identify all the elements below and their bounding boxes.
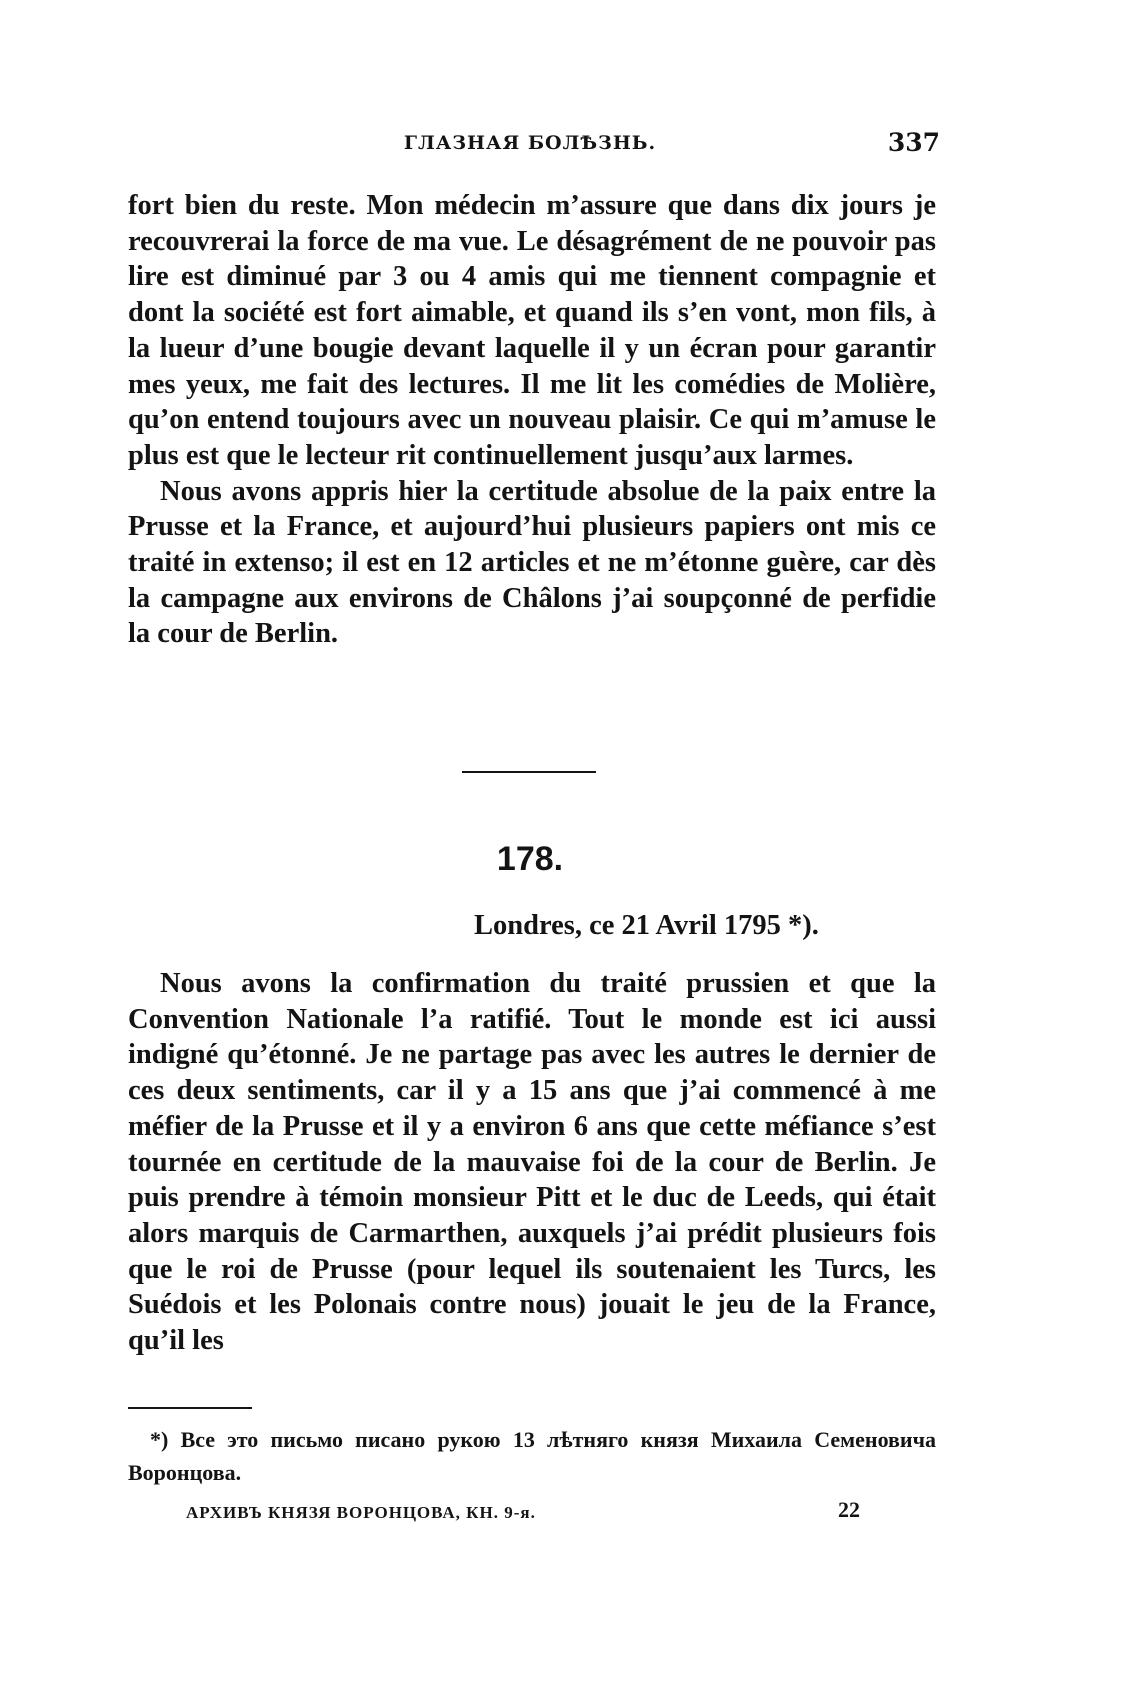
section-divider <box>462 771 596 773</box>
footnote-text: Все это письмо писано рукою 13 лѣтняго князя Михаила Семеновича Воронцова. <box>128 1427 937 1485</box>
footnote <box>128 1423 936 1489</box>
paragraph: Nous avons la confirmation du traité prussien et que la Convention Nationale l’a ratifié. Tout le monde est ici aussi indigné qu’étonné. Je ne partage pas avec les autres le dernier de ces deux sentiments, car il y a 15 ans que j’ai commencé à me méfier de la Prusse et il y a environ 6 ans que cette méfiance s’est tournée en certitude de la mauvaise foi de la cour de Berlin. Je puis prendre à témoin monsieur Pitt et le duc de Leeds, qui était alors marquis de Carmarthen, auxquels j’ai prédit plusieurs fois que le roi de Prusse (pour lequel ils soutenaient les Turcs, les Suédois et les Polonais contre nous) jouait le jeu de la France, qu’il les <box>128 968 936 1357</box>
paragraph: Nous avons appris hier la certitude absolue de la paix entre la Prusse et la France, et aujourd’hui plusieurs papiers ont mis ce traité in extenso; il est en 12 articles et ne m’étonne guère, car dès la campagne aux environs de Châlons j’ai soupçonné de perfidie la cour de Berlin. <box>128 475 936 650</box>
sheet-number: 22 <box>838 1497 860 1522</box>
footnote-divider <box>128 1407 252 1409</box>
continued-letter-text <box>128 188 936 652</box>
footnote-marker: *) <box>150 1427 169 1452</box>
letter-number: 178. <box>496 840 564 878</box>
letter-dateline: Londres, ce 21 Avril 1795 *). <box>474 910 819 941</box>
letter-body <box>128 966 936 1359</box>
printer-signature: АРХИВЪ КНЯЗЯ ВОРОНЦОВА, КН. 9-я. <box>186 1503 536 1522</box>
running-title: ГЛАЗНАЯ БОЛѢЗНЬ. <box>403 132 657 154</box>
page-number: 337 <box>887 128 940 157</box>
paragraph: fort bien du reste. Mon médecin m’assure que dans dix jours je recouvrerai la force de ma vue. Le désagrément de ne pouvoir pas lire est diminué par 3 ou 4 amis qui me tiennent compagnie et dont la société est fort aimable, et quand ils s’en vont, mon fils, à la lueur d’une bougie devant laquelle il y un écran pour garantir mes yeux, me fait des lectures. Il me lit les comédies de Molière, qu’on entend toujours avec un nouveau plaisir. Ce qui m’amuse le plus est que le lecteur rit continuellement jusqu’aux larmes. <box>128 190 936 471</box>
running-header <box>120 128 940 158</box>
